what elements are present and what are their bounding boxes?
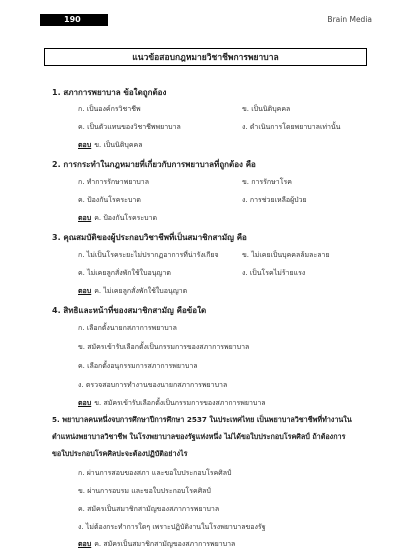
q3-option-a: ก. ไม่เป็นโรคระยะไม่ปรากฏอาการที่น่ารังเกียจ (78, 251, 219, 259)
q3-answer (78, 286, 187, 297)
page-title (44, 48, 367, 66)
q4-answer-text: ข. สมัครเข้ารับเลือกตั้งเป็นกรรมการของสภาการพยาบาล (94, 399, 266, 407)
q1-option-a: ก. เป็นองค์กรวิชาชีพ (78, 105, 141, 113)
q3-option-d: ง. เป็นโรคไม่ร้ายแรง (242, 269, 306, 277)
answer-label: ตอบ (78, 540, 92, 548)
q5-answer-text: ค. สมัครเป็นสมาชิกสามัญของสภาการพยาบาล (94, 540, 236, 548)
question-4: 4. สิทธิและหน้าที่ของสมาชิกสามัญ คือข้อใด (52, 306, 207, 315)
q4-option-b: ข. สมัครเข้ารับเลือกตั้งเป็นกรรมการของสภาการพยาบาล (78, 343, 250, 351)
question-5-line-2: ตำแหน่งพยาบาลวิชาชีพ ในโรงพยาบาลของรัฐแห่งหนึ่ง ไม่ได้ขอใบประกอบโรคศิลป์ ถ้าต้องการ (52, 432, 346, 441)
q2-option-b: ข. การรักษาโรค (242, 178, 292, 186)
question-5-line-1: 5. พยาบาลคนหนึ่งจบการศึกษาปีการศึกษา 2537 ในประเทศไทย เป็นพยาบาลวิชาชีพที่ทำงานใน (52, 415, 352, 424)
page-title-text: แนวข้อสอบกฎหมายวิชาชีพการพยาบาล (132, 53, 279, 63)
question-3: 3. คุณสมบัติของผู้ประกอบวิชาชีพที่เป็นสมาชิกสามัญ คือ (52, 233, 247, 242)
q5-option-d: ง. ไม่ต้องกระทำการใดๆ เพราะปฏิบัติงานในโรงพยาบาลของรัฐ (78, 523, 266, 531)
q4-option-a: ก. เลือกตั้งนายกสภาการพยาบาล (78, 324, 177, 332)
q1-option-c: ค. เป็นตัวแทนของวิชาชีพพยาบาล (78, 123, 181, 131)
q1-option-d: ง. ดำเนินการโดยพยาบาลเท่านั้น (242, 123, 341, 131)
q1-option-b: ข. เป็นนิติบุคคล (242, 105, 291, 113)
q2-answer (78, 213, 157, 224)
q5-option-b: ข. ผ่านการอบรม และขอใบประกอบโรคศิลป์ (78, 487, 211, 495)
page-number: 190 (64, 15, 81, 24)
q4-option-d: ง. ตรวจสอบการทำงานของนายกสภาการพยาบาล (78, 381, 228, 389)
q3-answer-text: ค. ไม่เคยลูกสั่งพักใช้ใบอนุญาต (94, 287, 188, 295)
brand-name: Brain Media (327, 15, 372, 24)
answer-label: ตอบ (78, 141, 92, 149)
answer-label: ตอบ (78, 287, 92, 295)
question-1: 1. สภาการพยาบาล ข้อใดถูกต้อง (52, 88, 167, 97)
question-5-line-3: ขอใบประกอบโรคศิลปะจะต้องปฏิบัติอย่างไร (52, 449, 188, 458)
answer-label: ตอบ (78, 214, 92, 222)
q1-answer (78, 140, 143, 151)
q5-answer (78, 539, 235, 550)
q2-answer-text: ค. ป้องกันโรคระบาด (94, 214, 158, 222)
answer-label: ตอบ (78, 399, 92, 407)
q4-answer (78, 398, 266, 409)
q4-option-c: ค. เลือกตั้งอนุกรรมการสภาการพยาบาล (78, 362, 198, 370)
q2-option-d: ง. การช่วยเหลือผู้ป่วย (242, 196, 307, 204)
q3-option-c: ค. ไม่เคยลูกสั่งพักใช้ใบอนุญาต (78, 269, 171, 277)
question-2: 2. การกระทำในกฎหมายที่เกี่ยวกับการพยาบาลที่ถูกต้อง คือ (52, 160, 256, 169)
q2-option-c: ค. ป้องกันโรคระบาด (78, 196, 141, 204)
q3-option-b: ข. ไม่เคยเป็นบุคคลล้มละลาย (242, 251, 330, 259)
q1-answer-text: ข. เป็นนิติบุคคล (94, 141, 143, 149)
q5-option-a: ก. ผ่านการสอบของสภา และขอใบประกอบโรคศิลป์ (78, 469, 232, 477)
q2-option-a: ก. ทำการรักษาพยาบาล (78, 178, 150, 186)
q5-option-c: ค. สมัครเป็นสมาชิกสามัญของสภาการพยาบาล (78, 505, 220, 513)
